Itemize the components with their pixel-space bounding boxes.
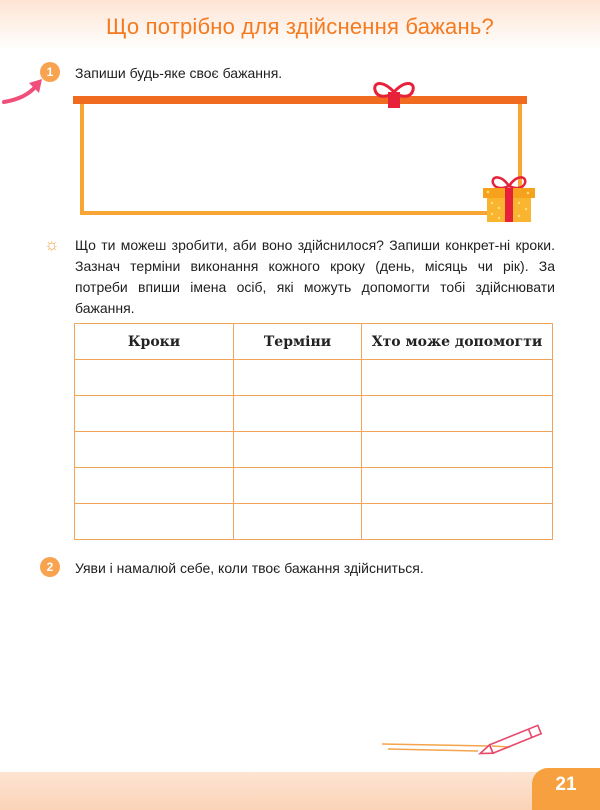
column-header-deadlines: Терміни xyxy=(234,324,362,360)
table-row xyxy=(75,504,553,540)
table-header-row xyxy=(75,324,553,360)
task-1-text: Запиши будь-яке своє бажання. xyxy=(75,65,283,81)
table-row xyxy=(75,432,553,468)
table-cell[interactable] xyxy=(234,432,362,468)
table-cell[interactable] xyxy=(75,504,234,540)
table-cell[interactable] xyxy=(362,360,553,396)
footer-band xyxy=(0,772,600,810)
table-cell[interactable] xyxy=(234,504,362,540)
task-2-number-badge: 2 xyxy=(40,557,60,577)
table-cell[interactable] xyxy=(362,432,553,468)
page-title: Що потрібно для здійснення бажань? xyxy=(106,14,494,39)
table-cell[interactable] xyxy=(75,432,234,468)
table-cell[interactable] xyxy=(234,396,362,432)
instruction-paragraph: Що ти можеш зробити, аби воно здійснилося? Запиши конкрет-ні кроки. Зазнач терміни виконання кожного кроку (день, місяць чи рік). За потреби впиши імена осіб, які можуть допомогти тобі здійснювати бажання. xyxy=(75,237,555,316)
table-cell[interactable] xyxy=(75,468,234,504)
pencil-icon xyxy=(380,722,560,760)
ribbon-bow-icon xyxy=(371,76,417,110)
table-cell[interactable] xyxy=(362,504,553,540)
gift-box-icon xyxy=(481,172,537,224)
table-cell[interactable] xyxy=(234,468,362,504)
wish-frame-top-bar xyxy=(73,96,527,104)
table-cell[interactable] xyxy=(75,360,234,396)
sun-icon: ☼ xyxy=(44,235,60,254)
table-cell[interactable] xyxy=(362,396,553,432)
table-row xyxy=(75,396,553,432)
table-row xyxy=(75,468,553,504)
task-2-text: Уяви і намалюй себе, коли твоє бажання здійсниться. xyxy=(75,560,424,576)
pink-arrow-icon xyxy=(2,76,46,108)
wish-writing-area[interactable] xyxy=(80,104,522,215)
table-cell[interactable] xyxy=(362,468,553,504)
table-row xyxy=(75,360,553,396)
column-header-helpers: Хто може допомогти xyxy=(362,324,553,360)
page-number: 21 xyxy=(532,768,600,810)
table-cell[interactable] xyxy=(234,360,362,396)
drawing-area[interactable] xyxy=(40,585,560,735)
table-cell[interactable] xyxy=(75,396,234,432)
column-header-steps: Кроки xyxy=(75,324,234,360)
plan-table xyxy=(74,323,553,540)
task-1-number-badge: 1 xyxy=(40,62,60,82)
